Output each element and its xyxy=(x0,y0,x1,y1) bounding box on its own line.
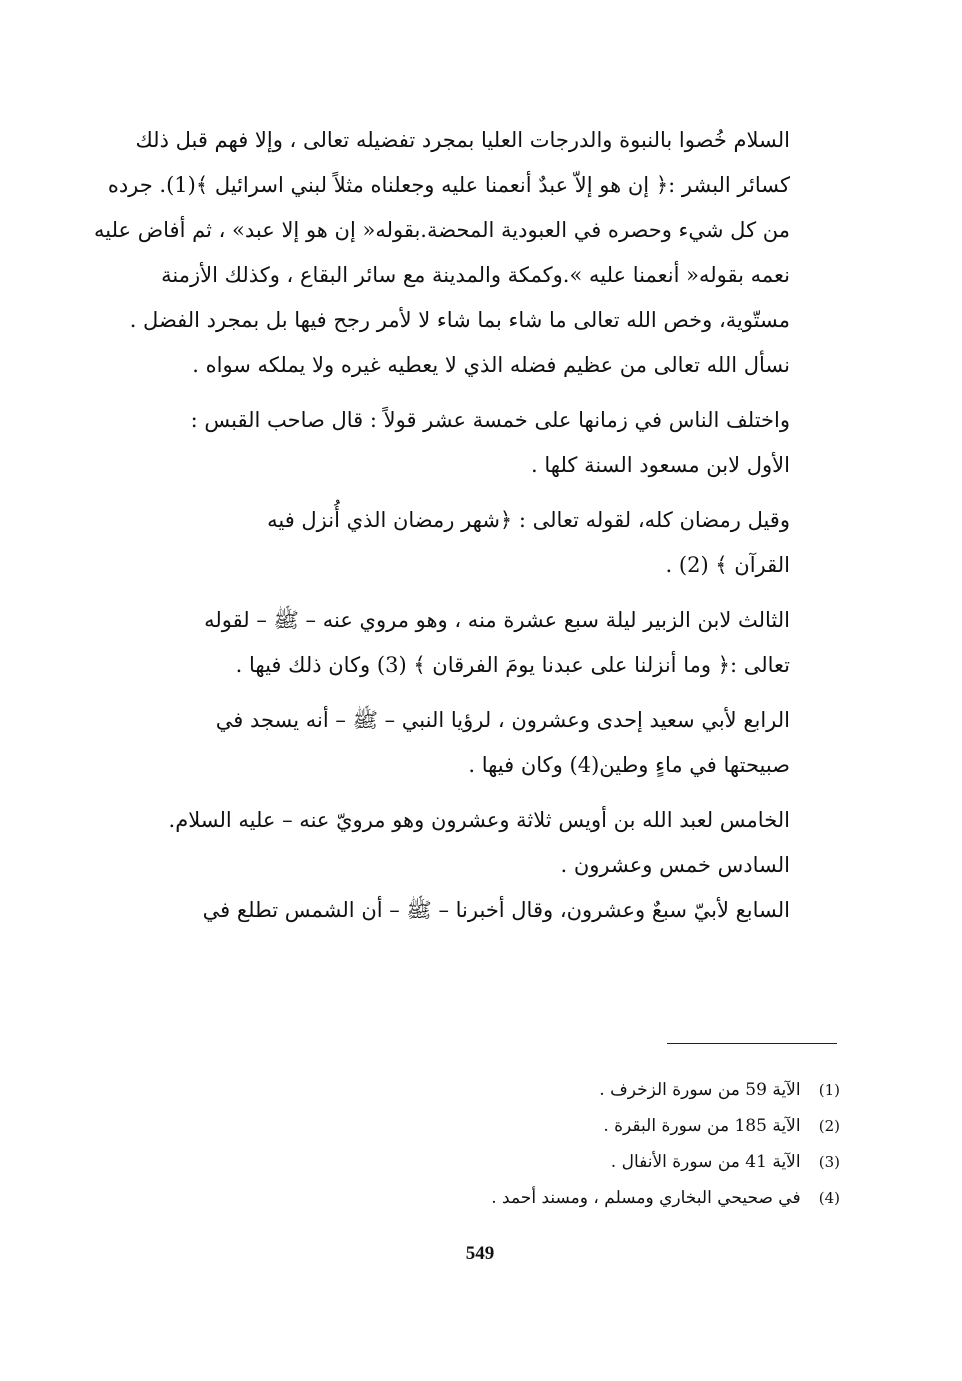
text-line: نعمه بقوله« أنعمنا عليه ».وكمكة والمدينة مع سائر البقاع ، وكذلك الأزمنة xyxy=(161,263,790,287)
footnote-divider xyxy=(667,1043,837,1044)
text-line: تعالى :﴿ وما أنزلنا على عبدنا يومَ الفرقان ﴾ (3) وكان ذلك فيها . xyxy=(235,653,790,677)
footnote-item xyxy=(380,1180,840,1216)
footnote-number: (2) xyxy=(818,1117,840,1135)
main-text xyxy=(94,118,790,933)
text-line: كسائر البشر :﴿ إن هو إلاّ عبدٌ أنعمنا عليه وجعلناه مثلاً لبني اسرائيل ﴾(1). جرده xyxy=(107,173,790,197)
footnote-item xyxy=(380,1108,840,1144)
text-line: واختلف الناس في زمانها على خمسة عشر قولاً : قال صاحب القبس : xyxy=(190,408,790,432)
footnotes xyxy=(380,1072,840,1216)
text-line: مستّوية، وخص الله تعالى ما شاء بما شاء لا لأمر رجح فيها بل بمجرد الفضل . xyxy=(129,308,790,332)
footnote-number: (3) xyxy=(818,1153,840,1171)
text-line: صبيحتها في ماءٍ وطين(4) وكان فيها . xyxy=(468,753,790,777)
footnote-text: الآية 185 من سورة البقرة . xyxy=(603,1116,801,1136)
text-line: القرآن ﴾ (2) . xyxy=(665,553,790,577)
text-line: الرابع لأبي سعيد إحدى وعشرون ، لرؤيا النبي – ﷺ – أنه يسجد في xyxy=(215,708,790,732)
text-line: السابع لأبيّ سبعٌ وعشرون، وقال أخبرنا – ﷺ – أن الشمس تطلع في xyxy=(202,898,790,922)
text-line: السلام خُصوا بالنبوة والدرجات العليا بمجرد تفضيله تعالى ، وإلا فهم قبل ذلك xyxy=(135,128,790,152)
footnote-text: الآية 59 من سورة الزخرف . xyxy=(599,1080,801,1100)
footnote-text: الآية 41 من سورة الأنفال . xyxy=(610,1152,801,1172)
text-line: الخامس لعبد الله بن أويس ثلاثة وعشرون وهو مرويّ عنه – عليه السلام. xyxy=(168,808,790,832)
footnote-number: (4) xyxy=(818,1189,840,1207)
footnote-text: في صحيحي البخاري ومسلم ، ومسند أحمد . xyxy=(491,1188,801,1208)
text-line: الأول لابن مسعود السنة كلها . xyxy=(531,453,790,477)
text-line: الثالث لابن الزبير ليلة سبع عشرة منه ، وهو مروي عنه – ﷺ – لقوله xyxy=(204,608,790,632)
footnote-item xyxy=(380,1144,840,1180)
footnote-number: (1) xyxy=(818,1081,840,1099)
text-line: نسأل الله تعالى من عظيم فضله الذي لا يعطيه غيره ولا يملكه سواه . xyxy=(192,353,790,377)
text-line: من كل شيء وحصره في العبودية المحضة.بقوله« إن هو إلا عبد» ، ثم أفاض عليه xyxy=(94,218,790,242)
text-line: وقيل رمضان كله، لقوله تعالى : ﴿شهر رمضان الذي أُنزل فيه xyxy=(267,508,790,532)
text-line: السادس خمس وعشرون . xyxy=(560,853,790,877)
footnote-item xyxy=(380,1072,840,1108)
page-number: 549 xyxy=(465,1243,495,1264)
